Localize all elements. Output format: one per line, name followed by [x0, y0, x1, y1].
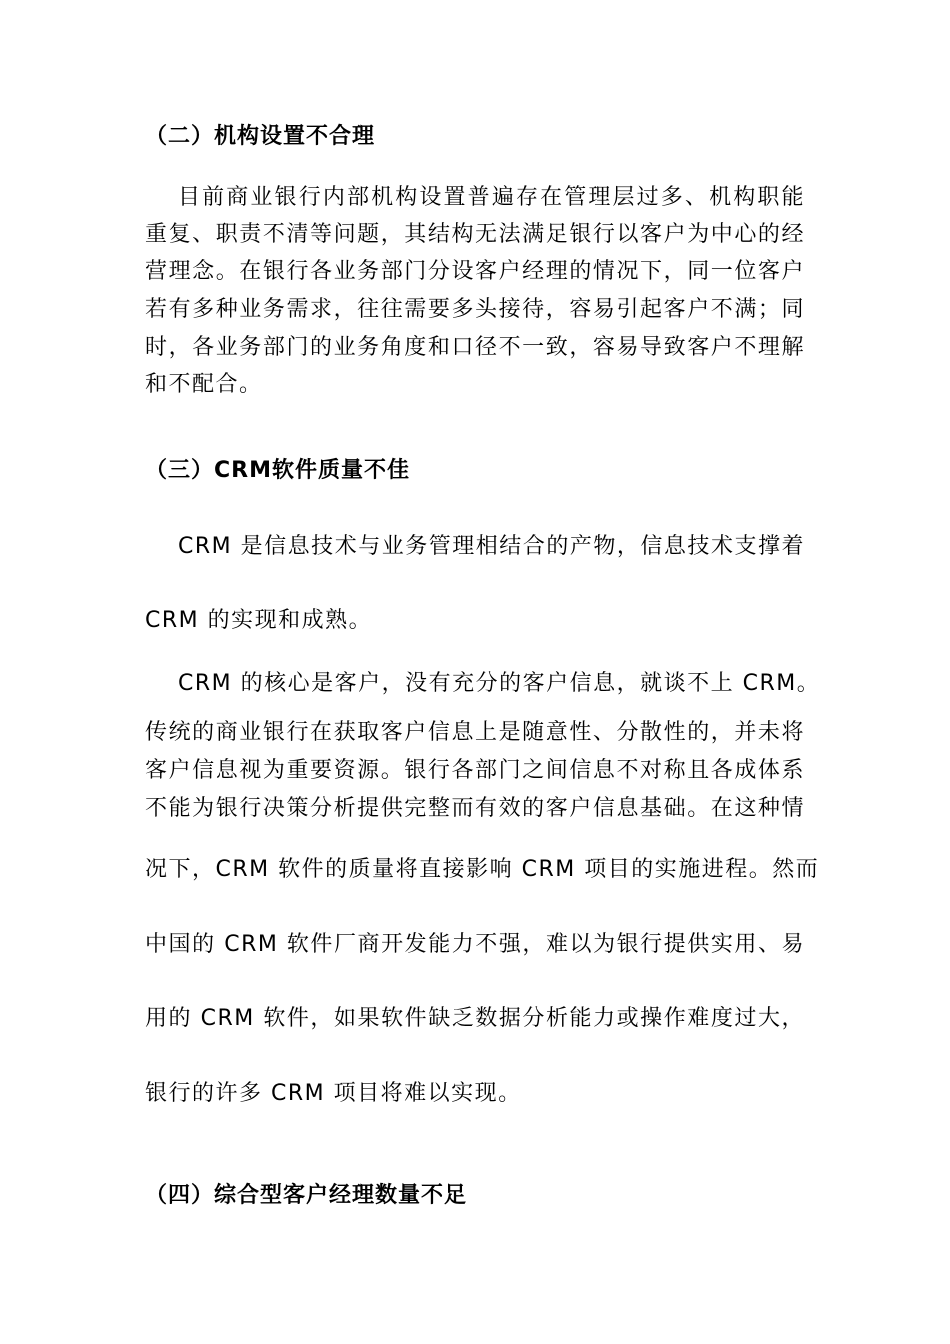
paragraph-line: CRM 的核心是客户，没有充分的客户信息，就谈不上 CRM。 — [178, 671, 821, 696]
paragraph-line: 重复、职责不清等问题，其结构无法满足银行以客户为中心的经 — [145, 222, 805, 247]
paragraph-line: 用的 CRM 软件，如果软件缺乏数据分析能力或操作难度过大， — [145, 1006, 805, 1031]
paragraph-line: CRM 的实现和成熟。 — [145, 608, 373, 633]
paragraph-line: 目前商业银行内部机构设置普遍存在管理层过多、机构职能 — [178, 185, 805, 210]
paragraph-line: 和不配合。 — [145, 372, 263, 397]
paragraph-line: 客户信息视为重要资源。银行各部门之间信息不对称且各成体系 — [145, 758, 805, 783]
paragraph-line: 况下，CRM 软件的质量将直接影响 CRM 项目的实施进程。然而 — [145, 857, 820, 882]
paragraph-line: 营理念。在银行各业务部门分设客户经理的情况下，同一位客户 — [145, 259, 805, 284]
paragraph-line: 传统的商业银行在获取客户信息上是随意性、分散性的，并未将 — [145, 720, 805, 745]
section-heading-4: （四）综合型客户经理数量不足 — [145, 1183, 468, 1208]
section-heading-2: （二）机构设置不合理 — [145, 124, 376, 149]
section-heading-3: （三）CRM软件质量不佳 — [145, 458, 410, 483]
paragraph-line: CRM 是信息技术与业务管理相结合的产物，信息技术支撑着 — [178, 534, 805, 559]
paragraph-line: 若有多种业务需求，往往需要多头接待，容易引起客户不满；同 — [145, 297, 805, 322]
paragraph-line: 时，各业务部门的业务角度和口径不一致，容易导致客户不理解 — [145, 335, 805, 360]
paragraph-line: 银行的许多 CRM 项目将难以实现。 — [145, 1081, 522, 1106]
paragraph-line: 不能为银行决策分析提供完整而有效的客户信息基础。在这种情 — [145, 796, 805, 821]
paragraph-line: 中国的 CRM 软件厂商开发能力不强，难以为银行提供实用、易 — [145, 932, 805, 957]
